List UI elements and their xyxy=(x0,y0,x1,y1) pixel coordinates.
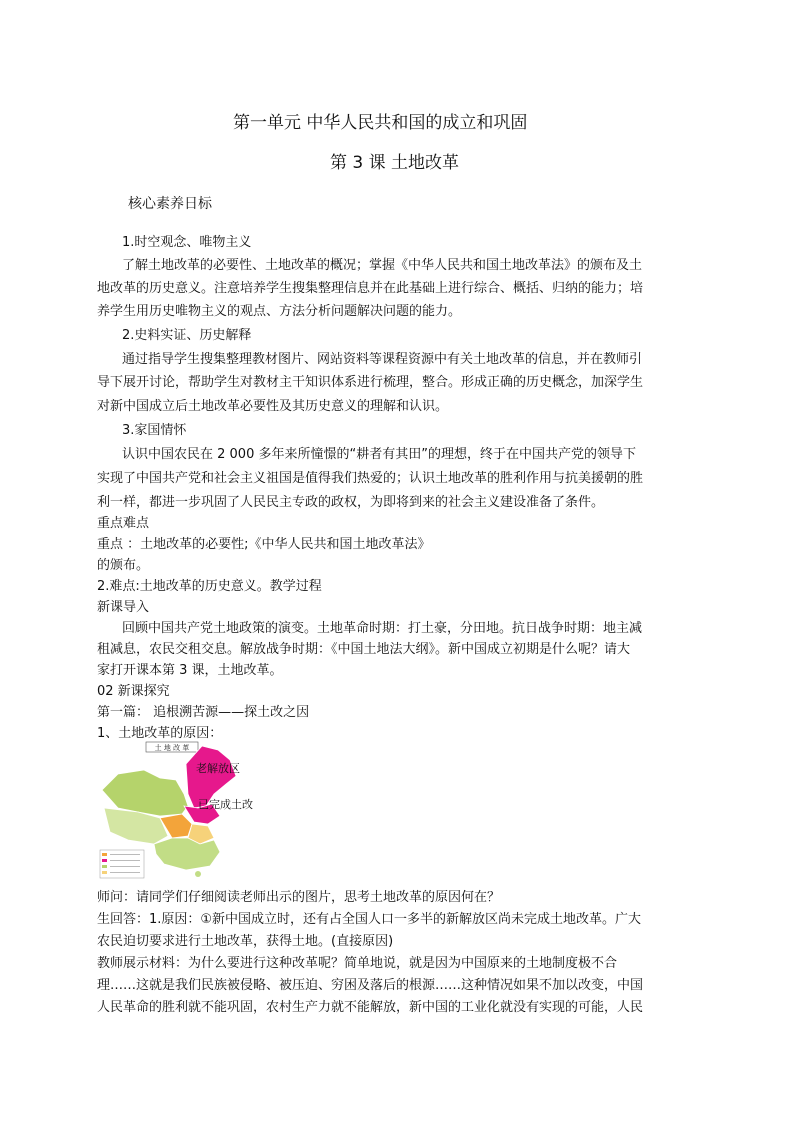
land-reform-map xyxy=(98,740,253,880)
key-heading: 重点难点 xyxy=(97,516,150,531)
unit-title: 第一单元 中华人民共和国的成立和巩固 xyxy=(233,113,528,133)
material-line3: 人民革命的胜利就不能巩固，农村生产力就不能解放，新中国的工业化就没有实现的可能，人民 xyxy=(97,1000,644,1015)
material-line2: 理……这就是我们民族被侵略、被压迫、穷困及落后的根源……这种情况如果不加以改变，中国 xyxy=(97,978,644,993)
item3-line2: 实现了中国共产党和社会主义祖国是值得我们热爱的；认识土地改革的胜利作用与抗美援朝的胜 xyxy=(97,471,644,486)
map-title: 土 地 改 革 xyxy=(154,744,190,752)
intro-heading: 新课导入 xyxy=(97,600,150,615)
material-line1: 教师展示材料：为什么要进行这种改革呢？简单地说，就是因为中国原来的土地制度极不合 xyxy=(97,956,618,971)
intro-line1: 回顾中国共产党土地政策的演变。土地革命时期：打土豪，分田地。抗日战争时期：地主减 xyxy=(122,621,643,636)
intro-line3: 家打开课本第 3 课，土地改革。 xyxy=(97,663,283,678)
item3-heading: 3.家国情怀 xyxy=(122,423,187,438)
region-hainan xyxy=(195,871,201,877)
item1-line2: 地改革的历史意义。注意培养学生搜集整理信息并在此基础上进行综合、概括、归纳的能力；培 xyxy=(97,281,644,296)
student-answer-line1: 生回答：1.原因：①新中国成立时，还有占全国人口一多半的新解放区尚未完成土地改革。广大 xyxy=(97,912,642,927)
item2-line1: 通过指导学生搜集整理教材图片、网站资料等课程资源中有关土地改革的信息，并在教师引 xyxy=(122,352,643,367)
cause-heading: 1、土地改革的原因： xyxy=(97,726,223,741)
key-line3: 2.难点:土地改革的历史意义。教学过程 xyxy=(97,579,322,594)
student-answer-line2: 农民迫切要求进行土地改革，获得土地。(直接原因) xyxy=(97,934,394,949)
map-label-old-liberated: 老解放区 xyxy=(196,762,240,775)
intro-line2: 租减息，农民交租交息。解放战争时期：《中国土地法大纲》。新中国成立初期是什么呢？请大 xyxy=(97,642,631,657)
item1-line3: 养学生用历史唯物主义的观点、方法分析问题解决问题的能力。 xyxy=(97,304,462,319)
item3-line1: 认识中国农民在 2 000 多年来所憧憬的“耕者有其田”的理想，终于在中国共产党的领导下 xyxy=(122,447,636,462)
item2-line2: 导下展开讨论，帮助学生对教材主干知识体系进行梳理，整合。形成正确的历史概念，加深学生 xyxy=(97,375,644,390)
item1-heading: 1.时空观念、唯物主义 xyxy=(122,235,252,250)
lesson-title: 第 3 课 土地改革 xyxy=(330,153,460,173)
map-label-completed: 已完成土改 xyxy=(198,798,253,811)
item3-line3: 利一样，都进一步巩固了人民民主专政的政权，为即将到来的社会主义建设准备了条件。 xyxy=(97,495,605,510)
item2-line3: 对新中国成立后土地改革必要性及其历史意义的理解和认识。 xyxy=(97,399,449,414)
teacher-question: 师问：请同学们仔细阅读老师出示的图片，思考土地改革的原因何在？ xyxy=(97,890,501,905)
core-heading: 核心素养日标 xyxy=(128,196,212,212)
explore-heading: 02 新课探究 xyxy=(97,684,170,699)
part1-heading: 第一篇： 追根溯苦源——探土改之因 xyxy=(97,705,310,720)
region-south xyxy=(154,838,220,870)
item1-line1: 了解土地改革的必要性、土地改革的概况；掌握《中华人民共和国土地改革法》的颁布及土 xyxy=(122,258,643,273)
item2-heading: 2.史料实证、历史解释 xyxy=(122,328,252,343)
key-line1: 重点 ：土地改革的必要性;《中华人民共和国土地改革法》 xyxy=(97,537,431,552)
key-line2: 的颁布。 xyxy=(97,558,150,573)
